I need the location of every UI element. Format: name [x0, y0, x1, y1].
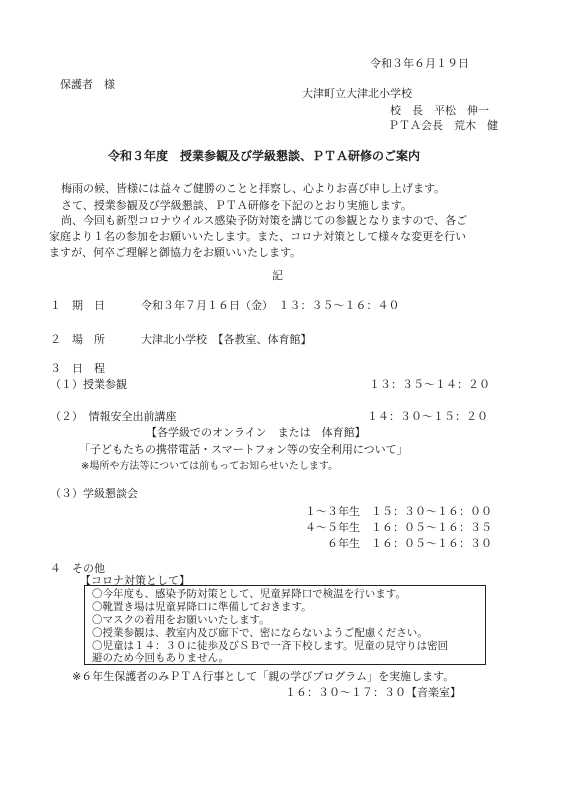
schedule-label: ３ 日 程: [50, 362, 105, 375]
safety-lecture-note: ※場所や方法等については前もってお知らせいたします。: [81, 461, 339, 472]
safety-lecture-time: １４：３０～１５：２０: [367, 410, 488, 423]
pta-president-name: ＰＴＡ会長 荒木 健: [388, 119, 498, 132]
ki-heading: 記: [272, 269, 283, 282]
document-title: 令和３年度 授業参観及び学級懇談、ＰＴＡ研修のご案内: [108, 149, 421, 163]
place-value: 大津北小学校 【各教室、体育館】: [141, 333, 312, 346]
meeting-grade-3: ６年生: [327, 537, 360, 550]
intro-line-3: 尚、今回も新型コロナウイルス感染予防対策を講じての参観となりますので、各ご: [61, 214, 468, 227]
pta-program-note: ※６年生保護者のみＰＴＡ行事として「親の学びプログラム」を実施します。: [72, 670, 455, 683]
corona-line-3: 〇マスクの着用をお願いいたします。: [92, 614, 270, 626]
safety-lecture-topic: 「子どもたちの携帯電話・スマートフォン等の安全利用について」: [79, 443, 408, 456]
date-label: １ 期 日: [50, 299, 105, 312]
intro-line-1: 梅雨の候、皆様には益々ご健勝のことと拝察し、心よりお喜び申し上げます。: [61, 182, 446, 195]
class-observation-label: （１）授業参観: [50, 378, 127, 391]
pta-program-time: １６：３０～１７：３０【音楽室】: [285, 686, 461, 699]
meeting-grade-2: ４～５年生: [305, 521, 360, 534]
place-label: ２ 場 所: [50, 333, 105, 346]
corona-line-5: 〇児童は１４：３０に徒歩及びＳＢで一斉下校します。児童の見守りは密回: [92, 640, 449, 652]
other-label: ４ その他: [50, 562, 105, 575]
corona-line-4: 〇授業参観は、教室内及び廊下で、密にならないようご配慮ください。: [92, 627, 428, 639]
intro-line-5: ますが、何卒ご理解と御協力をお願いいたします。: [49, 246, 302, 259]
meeting-time-3: １６：０５～１６：３０: [371, 537, 492, 550]
corona-line-2: 〇靴置き場は児童昇降口に準備しておきます。: [92, 601, 312, 613]
meeting-grade-1: １～３年生: [305, 505, 360, 518]
class-observation-time: １３：３５～１４：２０: [369, 378, 490, 391]
principal-name: 校 長 平松 伸一: [390, 104, 489, 117]
corona-header: 【コロナ対策として】: [80, 574, 190, 587]
school-name: 大津町立大津北小学校: [302, 87, 412, 100]
safety-lecture-venue: 【各学級でのオンライン または 体育館】: [146, 426, 366, 439]
corona-line-6: 避のため今回もありません。: [92, 652, 230, 664]
class-meeting-label: （３）学級懇談会: [50, 487, 138, 500]
meeting-time-1: １５：３０～１６：００: [371, 505, 492, 518]
date-value: 令和３年７月１６日（金） １３：３５～１６：４０: [141, 299, 400, 312]
corona-line-1: 〇今年度も、感染予防対策として、児童昇降口で検温を行います。: [92, 588, 406, 600]
meeting-time-2: １６：０５～１６：３５: [371, 521, 492, 534]
recipient: 保護者 様: [60, 78, 115, 91]
intro-line-2: さて、授業参観及び学級懇談、ＰＴＡ研修を下記のとおり実施します。: [61, 199, 412, 212]
issue-date: 令和３年６月１９日: [370, 57, 469, 70]
safety-lecture-label: （２） 情報安全出前講座: [50, 410, 177, 423]
intro-line-4: 家庭より１名の参加をお願いいたします。また、コロナ対策として様々な変更を行い: [49, 230, 467, 243]
